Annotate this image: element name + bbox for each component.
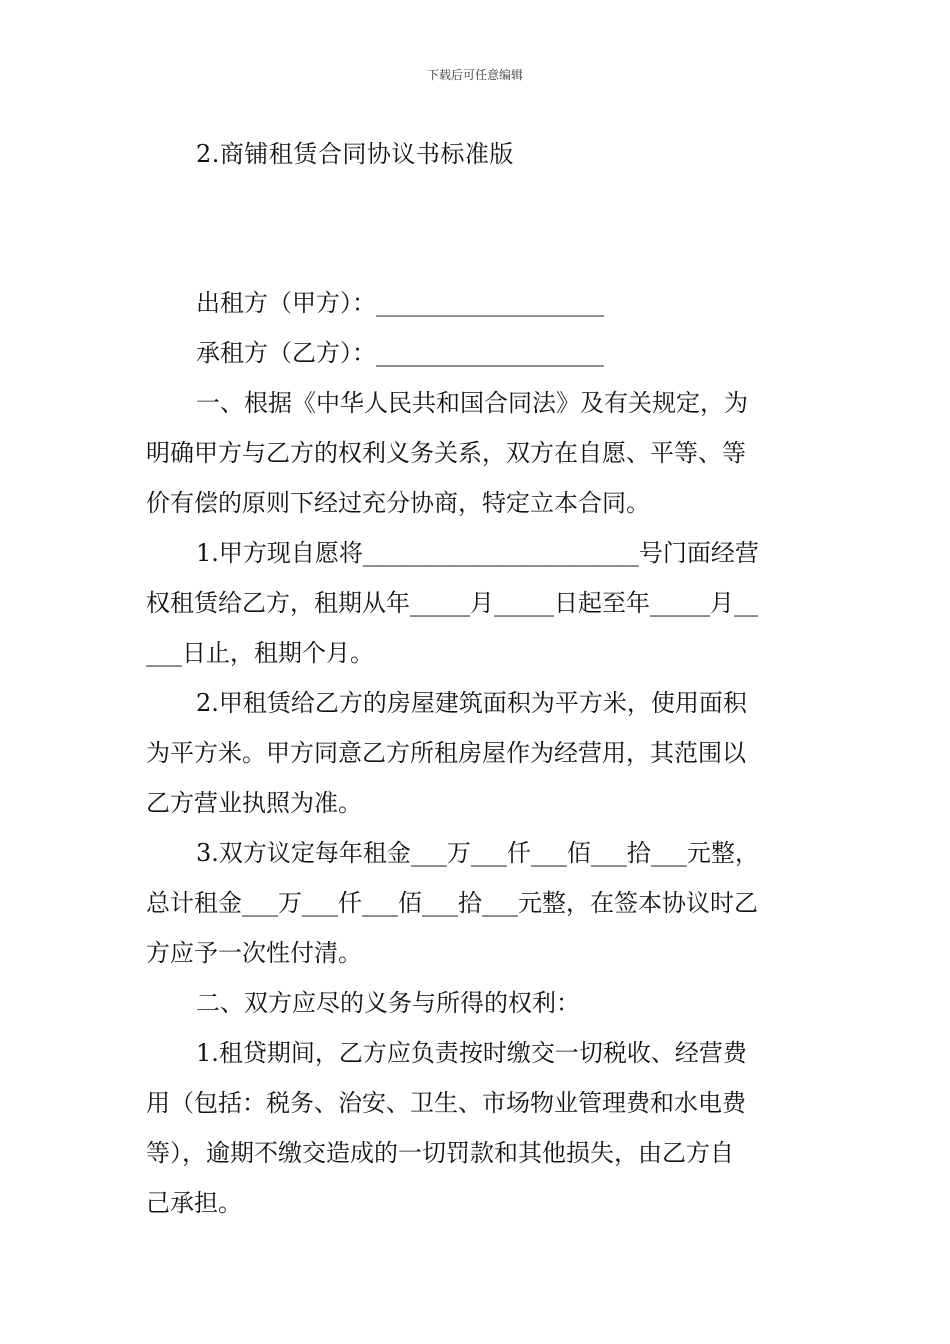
- document-body: [146, 278, 806, 1228]
- text-line: 3.双方议定每年租金___万___仟___佰___拾___元整，: [196, 839, 759, 867]
- text-line: 己承担。: [146, 1189, 242, 1217]
- text-line: 权租赁给乙方，租期从年_____月_____日起至年_____月__: [146, 589, 758, 617]
- text-line: ___日止，租期个月。: [146, 639, 374, 667]
- text-line: 明确甲方与乙方的权利义务关系，双方在自愿、平等、等: [146, 439, 746, 467]
- text-line: 2.甲租赁给乙方的房屋建筑面积为平方米，使用面积: [196, 689, 747, 717]
- text-line: 1.甲方现自愿将_______________________号门面经营: [196, 539, 759, 567]
- text-line: 用（包括：税务、治安、卫生、市场物业管理费和水电费: [146, 1089, 746, 1117]
- document-title: 2.商铺租赁合同协议书标准版: [196, 140, 514, 168]
- text-line: 价有偿的原则下经过充分协商，特定立本合同。: [146, 489, 650, 517]
- text-line: 等），逾期不缴交造成的一切罚款和其他损失，由乙方自: [146, 1139, 734, 1167]
- page-header: 下载后可任意编辑: [426, 68, 523, 82]
- text-line: 总计租金___万___仟___佰___拾___元整，在签本协议时乙: [146, 889, 758, 917]
- text-line: 二、双方应尽的义务与所得的权利：: [196, 989, 580, 1017]
- text-line: 为平方米。甲方同意乙方所租房屋作为经营用，其范围以: [146, 739, 746, 767]
- text-line: 出租方（甲方）：___________________: [196, 289, 604, 317]
- text-line: 1.租贷期间，乙方应负责按时缴交一切税收、经营费: [196, 1039, 747, 1067]
- text-line: 一、根据《中华人民共和国合同法》及有关规定，为: [196, 389, 748, 417]
- text-line: 方应予一次性付清。: [146, 939, 362, 967]
- text-line: 乙方营业执照为准。: [146, 789, 362, 817]
- text-line: 承租方（乙方）：___________________: [196, 339, 604, 367]
